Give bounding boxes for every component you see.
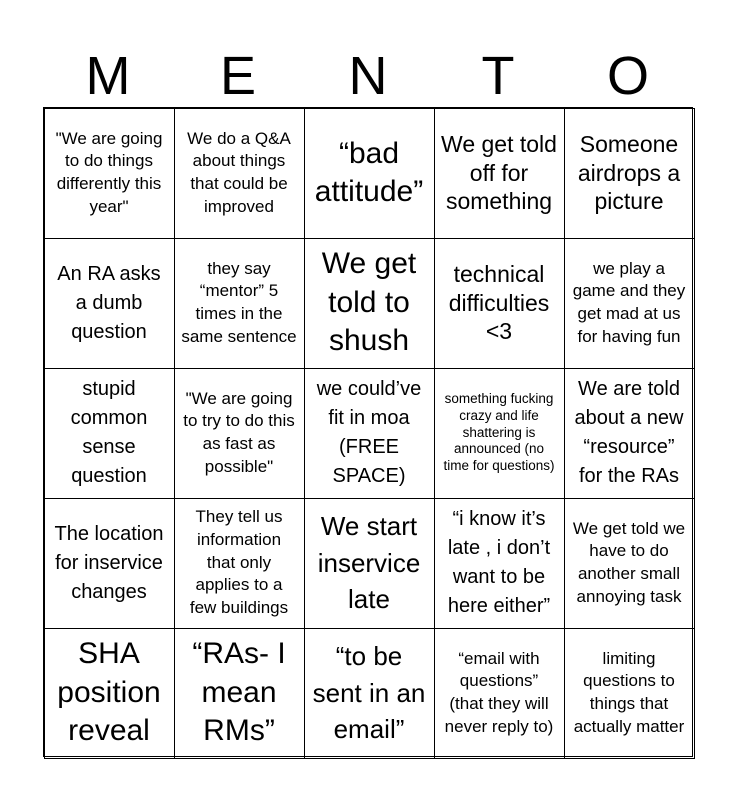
cell-text: “email with questions” (that they will never reply to) [444, 648, 554, 736]
bingo-cell-r3c5[interactable] [564, 368, 695, 499]
cell-text: SHA position reveal [57, 637, 161, 748]
header-letter-t: T [481, 45, 515, 106]
bingo-cell-r5c1[interactable] [44, 628, 175, 759]
bingo-header [43, 40, 693, 107]
bingo-cell-r2c1[interactable] [44, 238, 175, 369]
bingo-cell-r3c4[interactable] [434, 368, 565, 499]
bingo-cell-free-space[interactable] [304, 368, 435, 499]
cell-text: We start inservice late [317, 510, 421, 615]
header-letter-e: E [219, 45, 257, 106]
bingo-cell-r5c5[interactable] [564, 628, 695, 759]
cell-text: “RAs- I mean RMs” [192, 637, 286, 748]
bingo-cell-r5c3[interactable] [304, 628, 435, 759]
cell-text: “to be sent in an email” [312, 640, 426, 745]
cell-text: An RA asks a dumb question [57, 262, 161, 343]
bingo-cell-r4c1[interactable] [44, 498, 175, 629]
bingo-cell-r2c2[interactable] [174, 238, 305, 369]
cell-text: We get told we have to do another small annoying task [572, 518, 686, 606]
bingo-cell-r3c2[interactable] [174, 368, 305, 499]
bingo-cell-r2c3[interactable] [304, 238, 435, 369]
cell-text: "We are going to do things differently this year" [55, 128, 163, 216]
bingo-cell-r1c5[interactable] [564, 108, 695, 239]
bingo-cell-r4c5[interactable] [564, 498, 695, 629]
bingo-cell-r2c5[interactable] [564, 238, 695, 369]
cell-text: we play a game and they get mad at us for having fun [572, 258, 686, 346]
cell-text: “bad attitude” [314, 136, 424, 208]
cell-text: something fucking crazy and life shattering is announced (no time for questions) [443, 390, 555, 474]
cell-text: they say “mentor” 5 times in the same sentence [181, 258, 297, 346]
bingo-cell-r3c1[interactable] [44, 368, 175, 499]
bingo-cell-r1c4[interactable] [434, 108, 565, 239]
cell-text: “i know it’s late , i don’t want to be here either” [447, 508, 551, 617]
bingo-cell-r4c3[interactable] [304, 498, 435, 629]
cell-text: The location for inservice changes [54, 522, 164, 603]
bingo-cell-r4c4[interactable] [434, 498, 565, 629]
header-letter-o: O [606, 45, 649, 106]
cell-text: We get told off for something [441, 130, 557, 215]
bingo-cell-r1c2[interactable] [174, 108, 305, 239]
cell-text: we could’ve fit in moa (FREE SPACE) [316, 378, 422, 487]
header-letter-m: M [85, 45, 131, 106]
bingo-cell-r5c4[interactable] [434, 628, 565, 759]
bingo-board [43, 107, 693, 757]
cell-text: limiting questions to things that actually matter [573, 648, 685, 736]
cell-text: stupid common sense question [70, 378, 148, 487]
bingo-cell-r1c3[interactable] [304, 108, 435, 239]
bingo-cell-r1c1[interactable] [44, 108, 175, 239]
cell-text: We are told about a new “resource” for the RAs [574, 378, 684, 487]
bingo-cell-r4c2[interactable] [174, 498, 305, 629]
header-letter-n: N [348, 45, 388, 106]
cell-text: technical difficulties <3 [448, 260, 550, 345]
cell-text: They tell us information that only applies to a few buildings [189, 507, 289, 617]
cell-text: "We are going to try to do this as fast as possible" [183, 388, 295, 476]
bingo-cell-r5c2[interactable] [174, 628, 305, 759]
bingo-cell-r2c4[interactable] [434, 238, 565, 369]
cell-text: Someone airdrops a picture [577, 130, 681, 215]
cell-text: We do a Q&A about things that could be improved [187, 128, 291, 216]
cell-text: We get told to shush [321, 247, 417, 358]
